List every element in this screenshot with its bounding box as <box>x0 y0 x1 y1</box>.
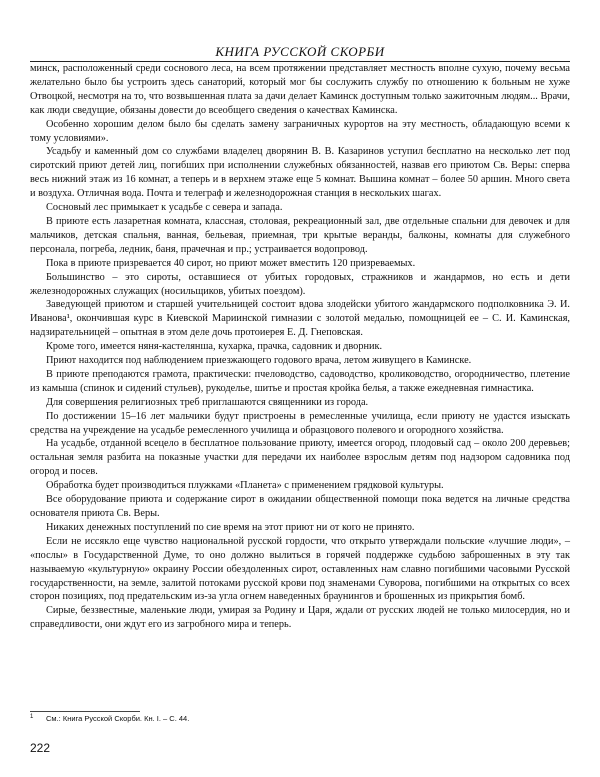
footnote-text: См.: Книга Русской Скорби. Кн. I. – С. 44. <box>46 714 190 723</box>
paragraph: По достижении 15–16 лет мальчики будут пристроены в ремесленные училища, если приюту не удастся изыскать средства на учреждение на усадьбе ремесленного училища и образцового полевого и огородного хозяйства. <box>30 410 570 436</box>
page-number: 222 <box>30 741 51 755</box>
paragraph: Обработка будет производиться плужками «Планета» с применением грядковой культуры. <box>46 480 444 492</box>
paragraph: Пока в приюте призревается 40 сирот, но приют может вместить 120 призреваемых. <box>46 257 416 269</box>
paragraph: В приюте есть лазаретная комната, классная, столовая, рекреационный зал, две отдельные спальни для девочек и для мальчиков, детская спальня, ванная, бельевая, приемная, три крытые веранды, балконы, комнаты для служебного персонала, погреба, ледник, баня, прачечная и пр.; устраивается водопровод. <box>30 215 570 255</box>
paragraph: На усадьбе, отданной всецело в бесплатное пользование приюту, имеется огород, плодовый сад – около 200 деревьев; остальная земля разбита на показные участки для передачи их наиболее взрослым детям под надзором садовника под огород и посев. <box>30 438 570 478</box>
paragraph: Сирые, беззвестные, маленькие люди, умирая за Родину и Царя, ждали от русских людей не только милосердия, но и справедливости, они ждут его из загробного мира и теперь. <box>30 605 570 631</box>
paragraph-with-footnote-ref: Заведующей приютом и старшей учительницей состоит вдова злодейски убитого жандармского подполковника Э. И. Иванова¹, окончившая курс в Киевской Мариинской гимназии с золотой медалью, помощницей ее – С. И. Каминская, надзирательницей – опытная в этом деле дочь протоиерея Е. Д. Гнеповская. <box>30 299 570 339</box>
paragraph: Особенно хорошим делом было бы сделать замену заграничных курортов на эту местность, обладающую всеми к тому условиями». <box>30 118 570 144</box>
paragraph: Сосновый лес примыкает к усадьбе с севера и запада. <box>46 202 283 214</box>
paragraph: минск, расположенный среди соснового леса, на всем протяжении представляет местность вполне сухую, почему весьма желательно было бы устроить здесь санаторий, который мог бы сослужить службу по отношению к больным не хуже Отвоцкой, несмотря на то, что возвышенная плата за дачи делает Каминск доступным только зажиточным людям... Врачи, как люди сведущие, обязаны довести до всеобщего сведения о качествах Каминска. <box>30 63 570 116</box>
paragraph: Большинство – это сироты, оставшиеся от убитых городовых, стражников и жандармов, но есть и дети железнодорожных служащих (носильщиков, убитых поездом). <box>30 271 570 297</box>
paragraph: Если не иссякло еще чувство национальной русской гордости, что открыто утверждали польские «лучшие люди», – «послы» в Государственной Думе, то оно должно вылиться в горячей поддержке судьбою заброшенных в эту так называемую «культурную» окраину России обездоленных сирот, оставленных нам славно погибшими часовыми Русской государственности, на земле, залитой потоками русской крови под знаменами Суворова, погибшими на открытых со всех сторон позициях, под предательским из-за угла огнем наведенных браунингов и брошенных из прикрытия бомб. <box>30 535 570 603</box>
paragraph: Приют находится под наблюдением приезжающего годового врача, летом живущего в Каминске. <box>46 355 472 367</box>
footnote <box>30 714 570 723</box>
paragraph: Кроме того, имеется няня-кастелянша, кухарка, прачка, садовник и дворник. <box>46 341 383 353</box>
footnote-number: 1 <box>30 714 34 720</box>
paragraph: Все оборудование приюта и содержание сирот в ожидании общественной помощи пока ведется на личные средства основателя приюта Св. Веры. <box>30 494 570 519</box>
running-head: КНИГА РУССКОЙ СКОРБИ <box>215 44 385 59</box>
paragraph: Усадьбу и каменный дом со службами владелец дворянин В. В. Казаринов уступил бесплатно на несколько лет под сиротский приют детей лиц, погибших при исполнении служебных обязанностей, назвав его приютом Св. Веры: сперва весь нижний этаж из 16 комнат, а теперь и в верхнем этаже еще 5 комнат. Вышина комнат – более 50 аршин. Много света и воздуха. Отличная вода. Почта и телеграф и железнодорожная станция в нескольких шагах. <box>30 146 570 200</box>
footnote-rule <box>30 711 140 712</box>
paragraph: Для совершения религиозных треб приглашаются священники из города. <box>46 396 369 408</box>
paragraph: В приюте преподаются грамота, практически: пчеловодство, садоводство, кролиководство, огородничество, плетение из камыша (спинок и сидений стульев), рукоделье, шитье и простая кройка белья, а также ежедневная гимнастика. <box>30 368 570 394</box>
body-text <box>30 62 570 632</box>
paragraph: Никаких денежных поступлений по сие время на этот приют ни от кого не принято. <box>46 521 415 533</box>
